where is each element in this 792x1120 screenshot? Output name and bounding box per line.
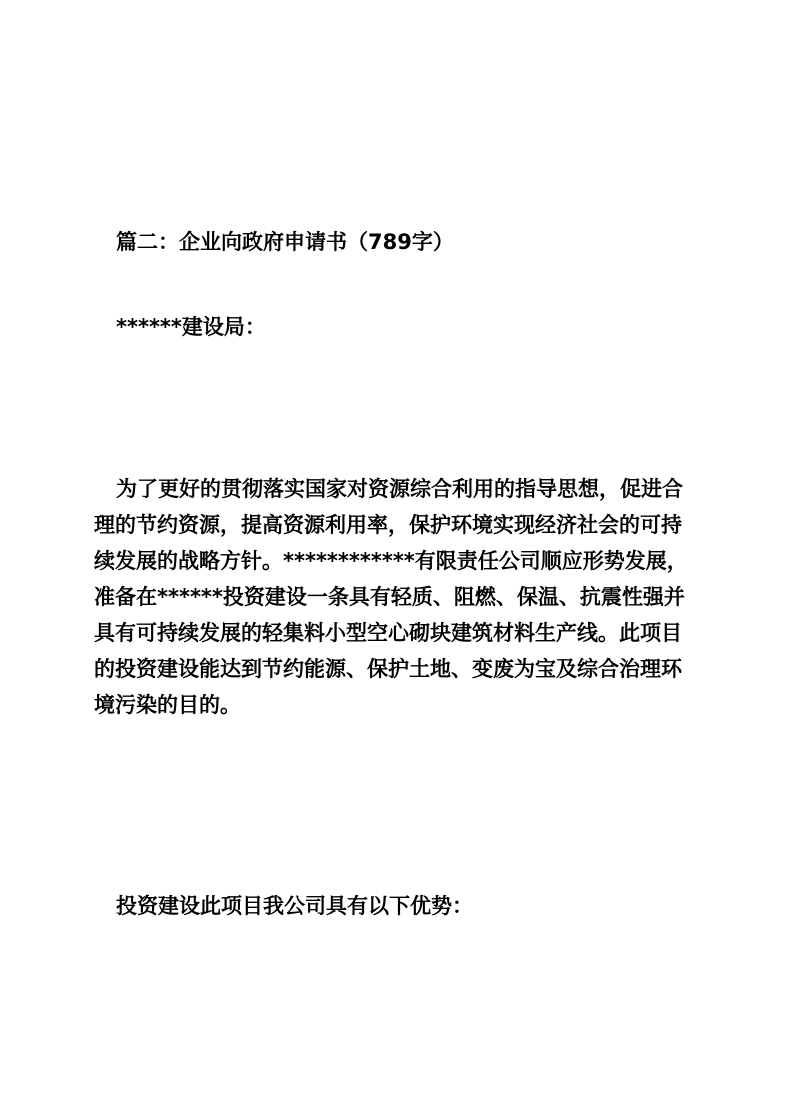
paragraph-line: 准备在******投资建设一条具有轻质、阻燃、保温、抗震性强并	[94, 585, 685, 609]
paragraph-line: 理的节约资源，提高资源利用率，保护环境实现经济社会的可持	[94, 513, 682, 537]
document-title: 篇二：企业向政府申请书（789字）	[116, 230, 454, 254]
paragraph-line: 为了更好的贯彻落实国家对资源综合利用的指导思想，促进合	[116, 477, 683, 501]
paragraph-line: 续发展的战略方针。************有限责任公司顺应形势发展，	[94, 549, 688, 573]
paragraph-line: 的投资建设能达到节约能源、保护土地、变废为宝及综合治理环	[94, 657, 682, 681]
salutation: ******建设局：	[116, 315, 266, 339]
paragraph-line: 境污染的目的。	[94, 693, 241, 717]
paragraph-line: 具有可持续发展的轻集料小型空心砌块建筑材料生产线。此项目	[94, 621, 682, 645]
advantages-intro: 投资建设此项目我公司具有以下优势：	[116, 894, 473, 918]
